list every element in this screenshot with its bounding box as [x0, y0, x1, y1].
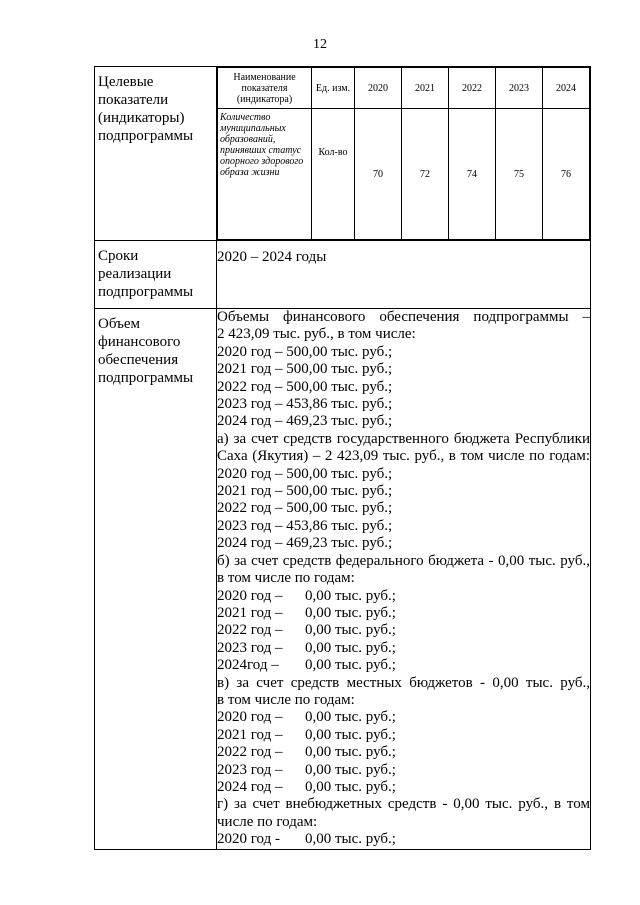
period-row — [95, 241, 591, 309]
indicator-value: 70 — [355, 109, 402, 240]
period-value: 2020 – 2024 годы — [217, 241, 591, 309]
header-year: 2022 — [449, 68, 496, 109]
funding-year-line: 2020 год – 0,00 тыс. руб.; — [217, 709, 396, 726]
header-year: 2021 — [402, 68, 449, 109]
indicator-value: 76 — [543, 109, 590, 240]
funding-year-line: 2022 год – 500,00 тыс. руб.; — [217, 378, 393, 395]
indicator-unit: Кол-во — [312, 109, 355, 240]
indicators-value — [217, 67, 591, 241]
funding-year-line: 2021 год – 0,00 тыс. руб.; — [217, 726, 396, 743]
header-year: 2020 — [355, 68, 402, 109]
funding-year-line: 2023 год – 0,00 тыс. руб.; — [217, 761, 396, 778]
header-name: Наименование показателя (индикатора) — [218, 68, 312, 109]
funding-source-d: числе по годам: — [217, 813, 318, 830]
funding-year-line: 2023 год – 0,00 тыс. руб.; — [217, 639, 396, 656]
indicators-header-row — [218, 68, 590, 109]
header-unit: Ед. изм. — [312, 68, 355, 109]
funding-year-line: 2024год – 0,00 тыс. руб.; — [217, 657, 396, 674]
funding-year-line: 2024 год – 469,23 тыс. руб.; — [217, 535, 393, 552]
funding-source-b: б) за счет средств федерального бюджета - 0,00 тыс. руб., — [217, 552, 590, 569]
funding-row — [95, 309, 591, 850]
funding-year-line: 2020 год – 500,00 тыс. руб.; — [217, 465, 393, 482]
funding-year-line: 2022 год – 0,00 тыс. руб.; — [217, 622, 396, 639]
funding-year-line: 2022 год – 0,00 тыс. руб.; — [217, 744, 396, 761]
funding-value — [217, 309, 591, 850]
indicator-value: 72 — [402, 109, 449, 240]
passport-table — [94, 66, 591, 850]
funding-year-line: 2021 год – 500,00 тыс. руб.; — [217, 483, 393, 500]
funding-source-a: Саха (Якутия) – 2 423,09 тыс. руб., в том числе по годам: — [217, 448, 590, 465]
funding-year-line: 2022 год – 500,00 тыс. руб.; — [217, 500, 393, 517]
header-year: 2023 — [496, 68, 543, 109]
funding-year-line: 2024 год – 469,23 тыс. руб.; — [217, 413, 393, 430]
funding-year-line: 2021 год – 500,00 тыс. руб.; — [217, 361, 393, 378]
funding-source-b: в том числе по годам: — [217, 570, 355, 587]
indicators-table — [217, 67, 590, 240]
funding-year-line: 2024 год – 0,00 тыс. руб.; — [217, 778, 396, 795]
funding-year-line: 2023 год – 453,86 тыс. руб.; — [217, 517, 393, 534]
funding-year-line: 2023 год – 453,86 тыс. руб.; — [217, 396, 393, 413]
funding-year-line: 2020 год - 0,00 тыс. руб.; — [217, 831, 396, 848]
indicators-data-row — [218, 109, 590, 240]
indicator-name: Количество муниципальных образований, принявших статус опорного здорового образа жизни — [218, 109, 312, 240]
header-year: 2024 — [543, 68, 590, 109]
indicator-value: 74 — [449, 109, 496, 240]
indicators-label: Целевые показатели (индикаторы) подпрограммы — [95, 67, 217, 241]
funding-year-line: 2021 год – 0,00 тыс. руб.; — [217, 604, 396, 621]
page-number: 12 — [313, 37, 327, 52]
funding-source-c: в) за счет средств местных бюджетов - 0,00 тыс. руб., — [217, 674, 590, 691]
indicator-value: 75 — [496, 109, 543, 240]
funding-year-line: 2020 год – 500,00 тыс. руб.; — [217, 343, 393, 360]
period-label: Сроки реализации подпрограммы — [95, 241, 217, 309]
funding-total-line: Объемы финансового обеспечения подпрограммы – — [217, 309, 590, 325]
funding-label: Объем финансового обеспечения подпрограммы — [95, 309, 217, 850]
funding-source-d: г) за счет внебюджетных средств - 0,00 тыс. руб., в том — [217, 796, 590, 813]
indicators-row — [95, 67, 591, 241]
funding-source-c: в том числе по годам: — [217, 691, 355, 708]
funding-year-line: 2020 год – 0,00 тыс. руб.; — [217, 587, 396, 604]
funding-total-line: 2 423,09 тыс. руб., в том числе: — [217, 326, 416, 343]
funding-source-a: а) за счет средств государственного бюджета Республики — [217, 430, 590, 447]
